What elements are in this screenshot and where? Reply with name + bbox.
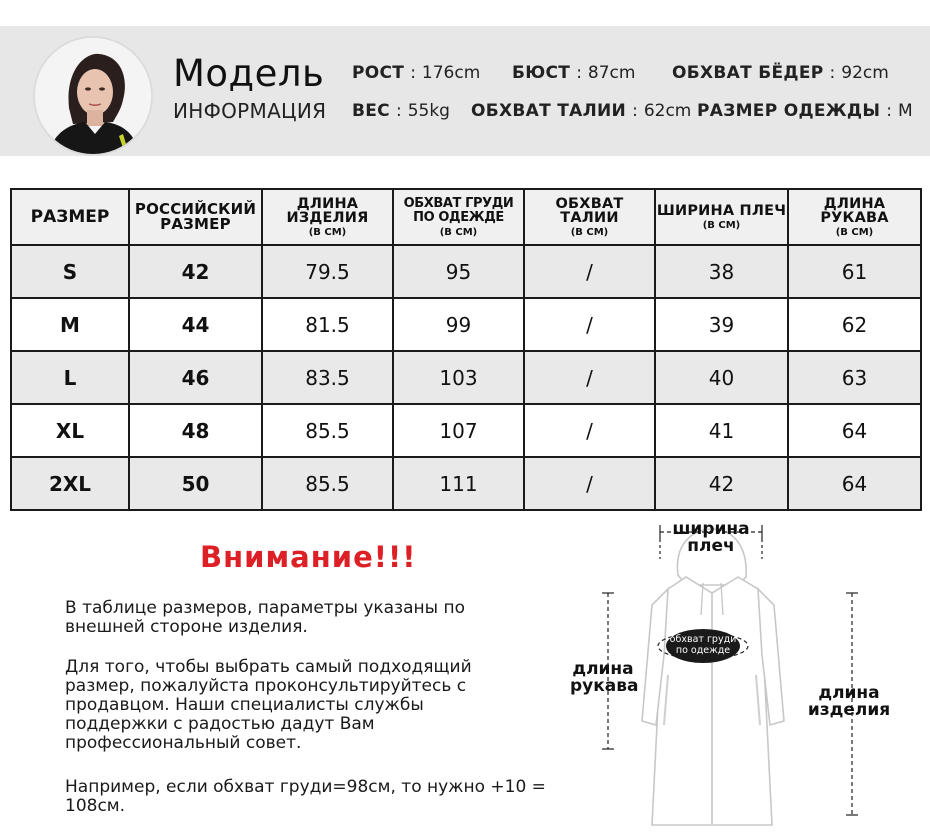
label-shoulder-width: ширина плеч: [672, 519, 750, 556]
cell-size: XL: [11, 404, 129, 457]
cell-chest: 95: [393, 245, 524, 298]
cell-waist: /: [524, 457, 655, 510]
cell-sleeve: 64: [788, 457, 921, 510]
cell-waist: /: [524, 245, 655, 298]
cell-length: 79.5: [262, 245, 393, 298]
coat-diagram: [560, 515, 930, 838]
notice-title: Внимание!!!: [200, 540, 417, 574]
cell-russian-size: 42: [129, 245, 262, 298]
header-waist: ОБХВАТ ТАЛИИ (В СМ): [524, 189, 655, 245]
stat-clothing-size: РАЗМЕР ОДЕЖДЫ : M: [697, 101, 913, 121]
table-row: [11, 404, 921, 457]
cell-sleeve: 63: [788, 351, 921, 404]
header-russian-size: РОССИЙСКИЙ РАЗМЕР: [129, 189, 262, 245]
header-chest: ОБХВАТ ГРУДИ ПО ОДЕЖДЕ (В СМ): [393, 189, 524, 245]
cell-shoulder: 39: [655, 298, 788, 351]
cell-size: L: [11, 351, 129, 404]
cell-russian-size: 46: [129, 351, 262, 404]
stat-bust: БЮСТ : 87cm: [512, 63, 636, 83]
header-length: ДЛИНА ИЗДЕЛИЯ (В СМ): [262, 189, 393, 245]
notice-paragraph: Для того, чтобы выбрать самый подходящий размер, пожалуйста проконсультируйтесь с продавцом. Наши специалисты службы поддержки с радостью дадут Вам профессиональный совет.: [65, 657, 472, 753]
cell-length: 85.5: [262, 457, 393, 510]
stat-label: РОСТ: [352, 63, 405, 83]
table-row: [11, 351, 921, 404]
stat-label: ОБХВАТ ТАЛИИ: [471, 101, 627, 121]
cell-waist: /: [524, 298, 655, 351]
stat-value: 55kg: [407, 101, 450, 121]
stat-value: 176cm: [421, 63, 481, 83]
cell-chest: 99: [393, 298, 524, 351]
cell-size: S: [11, 245, 129, 298]
model-portrait-icon: [35, 38, 151, 154]
model-avatar: [33, 36, 153, 156]
cell-length: 83.5: [262, 351, 393, 404]
cell-size: 2XL: [11, 457, 129, 510]
stat-value: 62cm: [643, 101, 692, 121]
size-table: [10, 188, 922, 511]
cell-chest: 111: [393, 457, 524, 510]
cell-sleeve: 61: [788, 245, 921, 298]
model-subtitle: ИНФОРМАЦИЯ: [173, 99, 327, 123]
cell-sleeve: 64: [788, 404, 921, 457]
cell-chest: 103: [393, 351, 524, 404]
cell-russian-size: 50: [129, 457, 262, 510]
table-row: [11, 245, 921, 298]
cell-waist: /: [524, 404, 655, 457]
label-sleeve-length: длина рукава: [570, 659, 639, 696]
stat-height: РОСТ : 176cm: [352, 63, 481, 83]
stat-value: M: [898, 101, 913, 121]
cell-length: 81.5: [262, 298, 393, 351]
cell-shoulder: 38: [655, 245, 788, 298]
cell-waist: /: [524, 351, 655, 404]
table-row: [11, 457, 921, 510]
header-shoulder: ШИРИНА ПЛЕЧ (В СМ): [655, 189, 788, 245]
table-header-row: [11, 189, 921, 245]
stat-label: РАЗМЕР ОДЕЖДЫ: [697, 101, 881, 121]
stat-label: ВЕС: [352, 101, 390, 121]
cell-shoulder: 40: [655, 351, 788, 404]
model-title: Модель: [173, 52, 325, 95]
stat-label: ОБХВАТ БЁДЕР: [672, 63, 824, 83]
cell-shoulder: 42: [655, 457, 788, 510]
stat-waist: ОБХВАТ ТАЛИИ : 62cm: [471, 101, 692, 121]
notice-paragraph: В таблице размеров, параметры указаны по внешней стороне изделия.: [65, 598, 465, 637]
stat-value: 87cm: [587, 63, 636, 83]
stat-label: БЮСТ: [512, 63, 571, 83]
cell-sleeve: 62: [788, 298, 921, 351]
cell-size: M: [11, 298, 129, 351]
cell-russian-size: 48: [129, 404, 262, 457]
stat-value: 92cm: [841, 63, 889, 83]
notice-paragraph: Например, если обхват груди=98см, то нужно +10 = 108см.: [65, 777, 546, 816]
cell-length: 85.5: [262, 404, 393, 457]
header-sleeve: ДЛИНА РУКАВА (В СМ): [788, 189, 921, 245]
cell-chest: 107: [393, 404, 524, 457]
cell-shoulder: 41: [655, 404, 788, 457]
cell-russian-size: 44: [129, 298, 262, 351]
stat-hips: ОБХВАТ БЁДЕР : 92cm: [672, 63, 889, 83]
stat-weight: ВЕС : 55kg: [352, 101, 450, 121]
label-garment-length: длина изделия: [807, 683, 891, 720]
label-chest-girth: обхват груди по одежде: [666, 629, 740, 663]
table-row: [11, 298, 921, 351]
model-info-header: [0, 26, 930, 156]
header-size: РАЗМЕР: [11, 189, 129, 245]
